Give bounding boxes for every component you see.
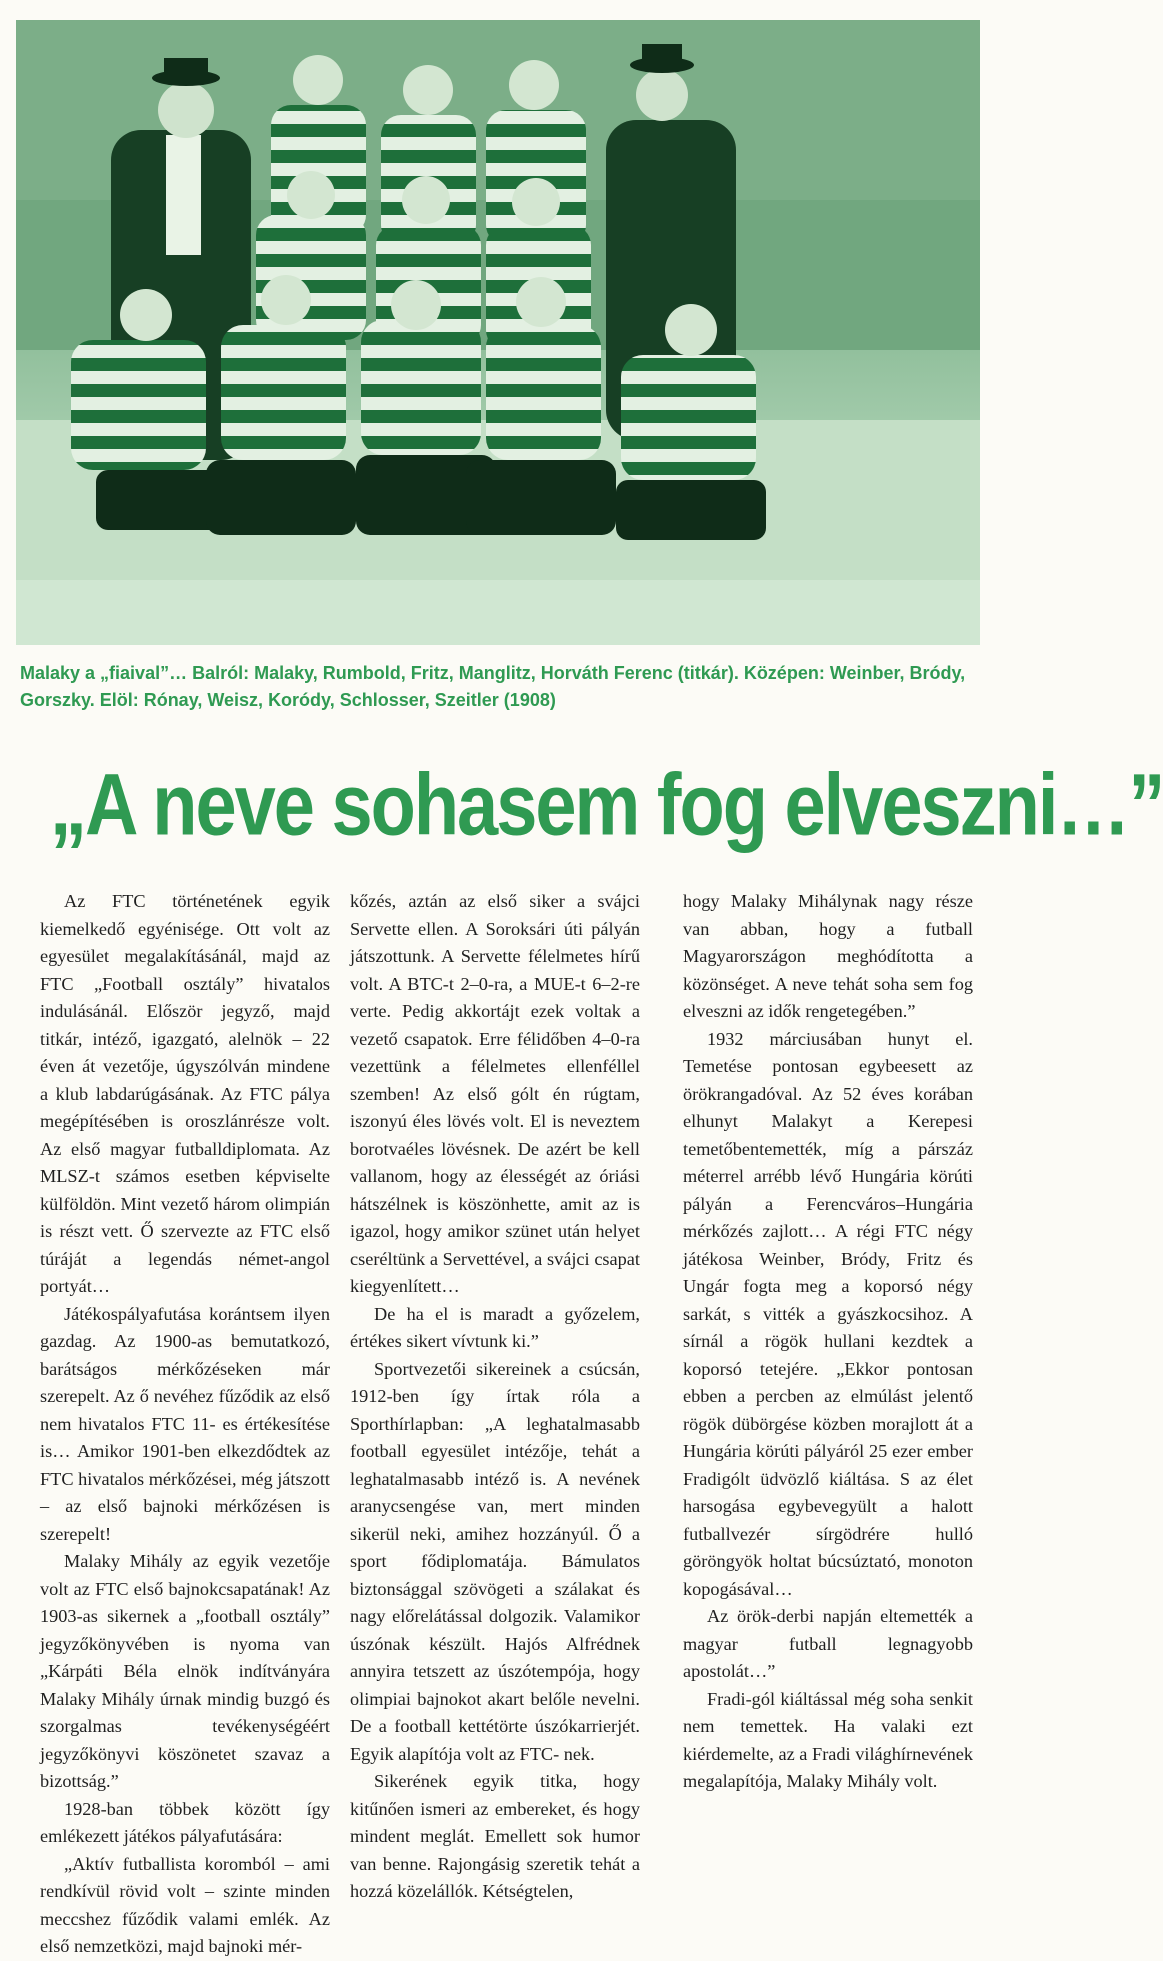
paragraph: Az FTC történetének egyik kiemelkedő egyénisége. Ott volt az egyesület megalakításánál, majd az FTC „Football osztály” hivatalos indulásánál. Először jegyző, majd titkár, intéző, igazgató, alelnök – 22 éven át vezetője, úgyszólván mindene a klub labdarúgásának. Az FTC pálya megépítésében is oroszlánrésze volt. Az első magyar futballdiplomata. Az MLSZ-t számos esetben képviselte külföldön. Mint vezető három olimpián is részt vett. Ő szervezte az FTC első túráját a legendás német-angol portyát… <box>40 891 330 1296</box>
article-column-1 <box>40 888 330 1961</box>
paragraph: Sikerének egyik titka, hogy kitűnően ismeri az embereket, és hogy mindent meglát. Emellett sok humor van benne. Rajongásig szeretik tehát a hozzá közelállók. Kétségtelen, <box>350 1771 640 1901</box>
paragraph: De ha el is maradt a győzelem, értékes sikert vívtunk ki.” <box>350 1303 640 1351</box>
team-photo <box>16 20 980 645</box>
paragraph: hogy Malaky Mihálynak nagy része van abban, hogy a futball Magyarországon meghódította a közönséget. A neve tehát soha sem fog elveszni az idők rengetegében.” <box>683 891 973 1021</box>
headline: „A neve sohasem fog elveszni…” <box>50 755 1163 854</box>
paragraph: Fradi-gól kiáltással még soha senkit nem temettek. Ha valaki ezt kiérdemelte, az a Fradi világhírnevének megalapítója, Malaky Mihály volt. <box>683 1688 973 1791</box>
photo-caption: Malaky a „fiaival”… Balról: Malaky, Rumbold, Fritz, Manglitz, Horváth Ferenc (titkár). Középen: Weinber, Bródy, Gorszky. Elöl: Rónay, Weisz, Koródy, Schlosser, Szeitler (1908) <box>20 663 966 710</box>
paragraph: Sportvezetői sikereinek a csúcsán, 1912-ben így írtak róla a Sporthírlapban: „A leghatalmasabb football egyesület intézője, tehát a leghatalmasabb intéző is. A nevének aranycsengése van, mert minden sikerül neki, amihez hozzányúl. Ő a sport fődiplomatája. Bámulatos biztonsággal szövögeti a szálakat és nagy előrelátással dolgozik. Valamikor úszónak készült. Hajós Alfrédnek annyira tetszett az úszótempója, hogy olimpiai bajnokot akart belőle nevelni. De a football kettétörte úszókarrierjét. Egyik alapítója volt az FTC- nek. <box>350 1358 640 1764</box>
paragraph: „Aktív futballista koromból – ami rendkívül rövid volt – szinte minden meccshez fűződik valami emlék. Az első nemzetközi, majd bajnoki mér- <box>40 1853 330 1956</box>
article-column-2 <box>350 888 640 1906</box>
paragraph: 1928-ban többek között így emlékezett játékos pályafutására: <box>40 1798 330 1846</box>
article-column-3 <box>683 888 973 1796</box>
paragraph: Az örök-derbi napján eltemették a magyar futball legnagyobb apostolát…” <box>683 1606 973 1681</box>
paragraph: 1932 márciusában hunyt el. Temetése pontosan egybeesett az örökrangadóval. Az 52 éves korában elhunyt Malakyt a Kerepesi temetőbentemették, míg a párszáz méterrel arrébb lévő Hungária körúti pályán a Ferencváros–Hungária mérkőzés zajlott… A régi FTC négy játékosa Weinber, Bródy, Fritz és Ungár fogta meg a koporsó négy sarkát, s vitték a gyászkocsihoz. A sírnál a rögök hullani kezdtek a koporsó tetejére. „Ekkor pontosan ebben a percben az elmúlást jelentő rögök dübörgése közben morajlott át a Hungária körúti pályáról 25 ezer ember Fradigólt üdvözlő kiáltása. S az élet harsogása egybevegyült a halott futballvezér sírgödrére hulló göröngyök holtat búcsúztató, monoton kopogásával… <box>683 1028 973 1599</box>
team-photo-illustration <box>16 20 980 645</box>
paragraph: kőzés, aztán az első siker a svájci Servette ellen. A Soroksári úti pályán játszottunk. A Servette félelmetes hírű volt. A BTC-t 2–0-ra, a MUE-t 6–2-re verte. Pedig akkortájt ezek voltak a vezető csapatok. Erre félidőben 4–0-ra vezettünk a félelmetes ellenféllel szemben! Az első gólt én rúgtam, iszonyú éles lövés volt. El is neveztem borotvaéles lövésnek. De azért be kell vallanom, hogy az élességét az óriási hátszélnek is köszönhette, amit az is igazol, hogy amikor szünet után helyet cseréltünk a Servettével, a svájci csapat kiegyenlített… <box>350 891 640 1296</box>
paragraph: Játékospályafutása korántsem ilyen gazdag. Az 1900-as bemutatkozó, barátságos mérkőzéseken már szerepelt. Az ő nevéhez fűződik az első nem hivatalos FTC 11- es értékesítése is… Amikor 1901-ben elkezdődtek az FTC hivatalos mérkőzései, még játszott – az első bajnoki mérkőzésen is szerepelt! <box>40 1303 330 1544</box>
paragraph: Malaky Mihály az egyik vezetője volt az FTC első bajnokcsapatának! Az 1903-as sikernek a „football osztály” jegyzőkönyvében is nyoma van „Kárpáti Béla elnök indítványára Malaky Mihály úrnak mindig buzgó és szorgalmas tevékenységéért jegyzőkönyvi köszönetet szavaz a bizottság.” <box>40 1551 330 1791</box>
